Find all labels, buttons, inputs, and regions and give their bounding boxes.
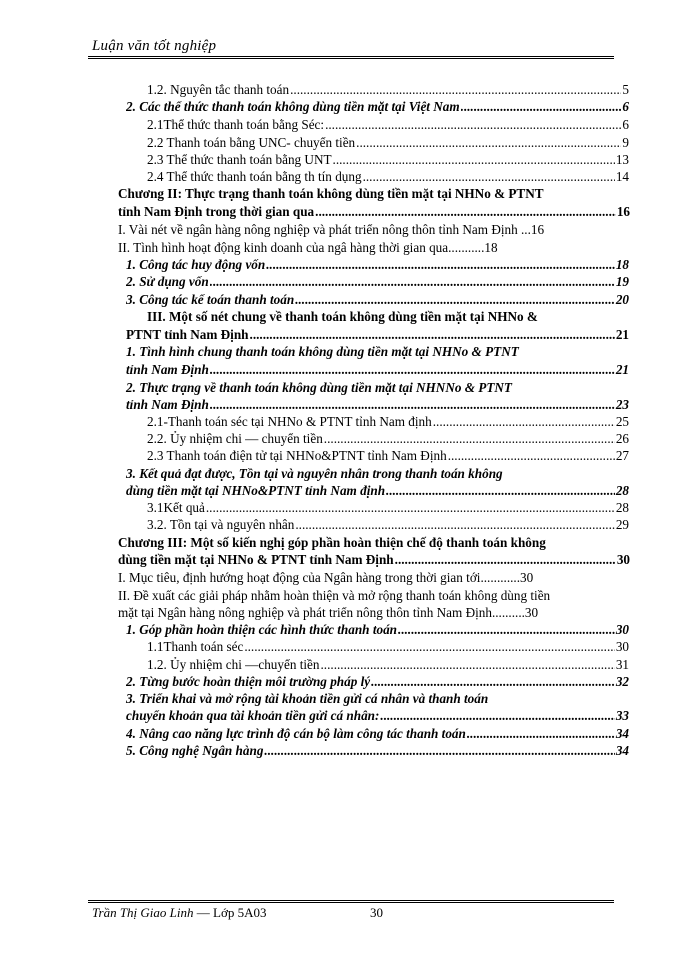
- footer-class: — Lớp 5A03: [193, 905, 267, 920]
- toc-entry: [147, 500, 629, 516]
- header-title: Luận văn tốt nghiệp: [92, 38, 217, 54]
- toc-entry: [147, 431, 629, 447]
- toc-entry: [126, 327, 629, 343]
- toc-entry-page: 6: [622, 117, 629, 132]
- toc-entry-page: 27: [615, 448, 629, 463]
- toc-entry-page: 28: [615, 500, 629, 515]
- toc-entry: [147, 657, 629, 673]
- toc-entry-title: dùng tiền mặt tại NHNo&PTNT tỉnh Nam định: [126, 483, 386, 498]
- toc-entry-title-line: 2. Thực trạng về thanh toán không dùng tiền mặt tại NHNNo & PTNT: [126, 380, 512, 395]
- toc-chapter-heading: Chương III: Một số kiến nghị góp phần hoàn thiện chế độ thanh toán không: [118, 535, 546, 550]
- toc-entry-title: 2.3 Thể thức thanh toán bằng UNT: [147, 152, 332, 167]
- toc-entry-title-line: 3. Kết quả đạt được, Tồn tại và nguyên nhân trong thanh toán không: [126, 466, 503, 481]
- toc-entry-page: 21: [615, 362, 629, 377]
- toc-entry-page: 6: [622, 99, 629, 114]
- toc-entry-page: 19: [615, 274, 629, 289]
- toc-entry: [126, 708, 629, 724]
- toc-entry-page: 16: [616, 204, 630, 219]
- toc-entry-title: 2.2. Ủy nhiệm chi — chuyển tiền: [147, 431, 323, 446]
- toc-entry-title: 2. Các thể thức thanh toán không dùng tiền mặt tại Việt Nam: [126, 99, 460, 114]
- toc-entry: [126, 674, 629, 690]
- toc-entry-page: 26: [615, 431, 629, 446]
- toc-entry: [147, 448, 629, 464]
- toc-entry-title: 1. Góp phần hoàn thiện các hình thức thanh toán: [126, 622, 398, 637]
- toc-entry: [126, 397, 629, 413]
- toc-entry-title: 3.2. Tồn tại và nguyên nhân: [147, 517, 295, 532]
- toc-entry: [126, 483, 629, 499]
- toc-entry-title: 2.2 Thanh toán bằng UNC- chuyển tiền: [147, 135, 356, 150]
- toc-entry: [147, 169, 629, 185]
- toc-entry: [147, 517, 629, 533]
- toc-entry-title: PTNT tỉnh Nam Định: [126, 327, 249, 342]
- toc-entry-page: 34: [615, 743, 629, 758]
- toc-entry-title: tỉnh Nam Định: [126, 362, 209, 377]
- toc-entry: [126, 362, 629, 378]
- toc-entry: [126, 99, 629, 115]
- toc-entry: [118, 552, 630, 568]
- toc-entry-page: 21: [615, 327, 629, 342]
- toc-section-heading: III. Một số nét chung về thanh toán không dùng tiền mặt tại NHNo &: [147, 309, 538, 324]
- toc-section-heading: I. Mục tiêu, định hướng hoạt động của Ngân hàng trong thời gian tới............30: [118, 570, 534, 585]
- footer: [92, 905, 383, 921]
- toc-entry-title: 2.1Thể thức thanh toán bằng Séc:: [147, 117, 325, 132]
- toc-entry-title: 2. Sử dụng vốn: [126, 274, 209, 289]
- toc-section-heading: I. Vài nét về ngân hàng nông nghiệp và phát triển nông thôn tỉnh Nam Định ...16: [118, 222, 545, 237]
- toc-entry-title: 2.3 Thanh toán điện tử tại NHNo&PTNT tỉnh Nam Định: [147, 448, 447, 463]
- toc-entry: [126, 257, 629, 273]
- toc-entry: [126, 622, 629, 638]
- footer-page-number: 30: [370, 905, 383, 920]
- toc-entry: [126, 743, 629, 759]
- toc-entry-page: 30: [615, 639, 629, 654]
- footer-rule: [88, 900, 614, 901]
- toc-entry-title: tỉnh Nam Định: [126, 397, 209, 412]
- toc-entry-page: 28: [615, 483, 629, 498]
- toc-entry-page: 32: [615, 674, 629, 689]
- toc-entry-page: 20: [615, 292, 629, 307]
- toc-entry-page: 30: [615, 622, 629, 637]
- toc-entry-title: 3. Công tác kế toán thanh toán: [126, 292, 295, 307]
- toc-entry-page: 30: [616, 552, 630, 567]
- toc-entry: [147, 639, 629, 655]
- toc-entry: [147, 117, 629, 133]
- toc-entry-page: 5: [622, 82, 629, 97]
- toc-entry-title: 2. Từng bước hoàn thiện môi trường pháp lý: [126, 674, 371, 689]
- toc-entry-page: 9: [622, 135, 629, 150]
- toc-section-heading: II. Tình hình hoạt động kinh doanh của ngâ hàng thời gian qua...........18: [118, 240, 498, 255]
- toc-section-heading: mặt tại Ngân hàng nông nghiệp và phát triển nông thôn tỉnh Nam Định..........30: [118, 605, 539, 620]
- toc-entry-page: 31: [615, 657, 629, 672]
- toc-entry-page: 23: [615, 397, 629, 412]
- toc-entry-title: 2.4 Thể thức thanh toán bằng th tín dụng: [147, 169, 362, 184]
- toc-entry-title: dùng tiền mặt tại NHNo & PTNT tỉnh Nam Định: [118, 552, 394, 567]
- toc-entry: [126, 292, 629, 308]
- toc-entry-title: tỉnh Nam Định trong thời gian qua: [118, 204, 315, 219]
- toc-entry: [147, 414, 629, 430]
- toc-entry-title: 1.2. Ủy nhiệm chi —chuyển tiền: [147, 657, 320, 672]
- toc-entry: [147, 135, 629, 151]
- toc-entry: [126, 726, 629, 742]
- toc-entry-title-line: 1. Tình hình chung thanh toán không dùng tiền mặt tại NHNo & PTNT: [126, 344, 519, 359]
- toc-entry-title: 1. Công tác huy động vốn: [126, 257, 266, 272]
- toc-chapter-heading: Chương II: Thực trạng thanh toán không dùng tiền mặt tại NHNo & PTNT: [118, 186, 544, 201]
- toc-entry: [118, 204, 630, 220]
- toc-entry-title: 1.1Thanh toán séc: [147, 639, 244, 654]
- toc-entry: [147, 152, 629, 168]
- toc-entry-page: 33: [615, 708, 629, 723]
- footer-author: Trần Thị Giao Linh: [92, 905, 194, 920]
- toc-entry-page: 29: [615, 517, 629, 532]
- toc-entry: [126, 274, 629, 290]
- toc-entry-page: 13: [615, 152, 629, 167]
- toc-section-heading: II. Đề xuất các giải pháp nhằm hoàn thiện và mở rộng thanh toán không dùng tiền: [118, 588, 551, 603]
- footer-rule-double: [88, 902, 614, 903]
- toc-entry-page: 25: [615, 414, 629, 429]
- toc-entry-page: 14: [615, 169, 629, 184]
- toc-entry: [147, 82, 629, 98]
- toc-entry-page: 34: [615, 726, 629, 741]
- toc-entry-title: 1.2. Nguyên tắc thanh toán: [147, 82, 290, 97]
- toc-entry-page: 18: [615, 257, 629, 272]
- toc-entry-title: 5. Công nghệ Ngân hàng: [126, 743, 264, 758]
- toc-entry-title: 4. Nâng cao năng lực trình độ cán bộ làm công tác thanh toán: [126, 726, 466, 741]
- toc-entry-title-line: 3. Triển khai và mở rộng tài khoản tiền gửi cá nhân và thanh toán: [126, 691, 489, 706]
- toc-entry-title: 3.1Kết quả: [147, 500, 205, 515]
- toc-entry-title: 2.1-Thanh toán séc tại NHNo & PTNT tỉnh Nam định: [147, 414, 432, 429]
- toc-entry-title: chuyển khoản qua tài khoản tiền gửi cá nhân:: [126, 708, 380, 723]
